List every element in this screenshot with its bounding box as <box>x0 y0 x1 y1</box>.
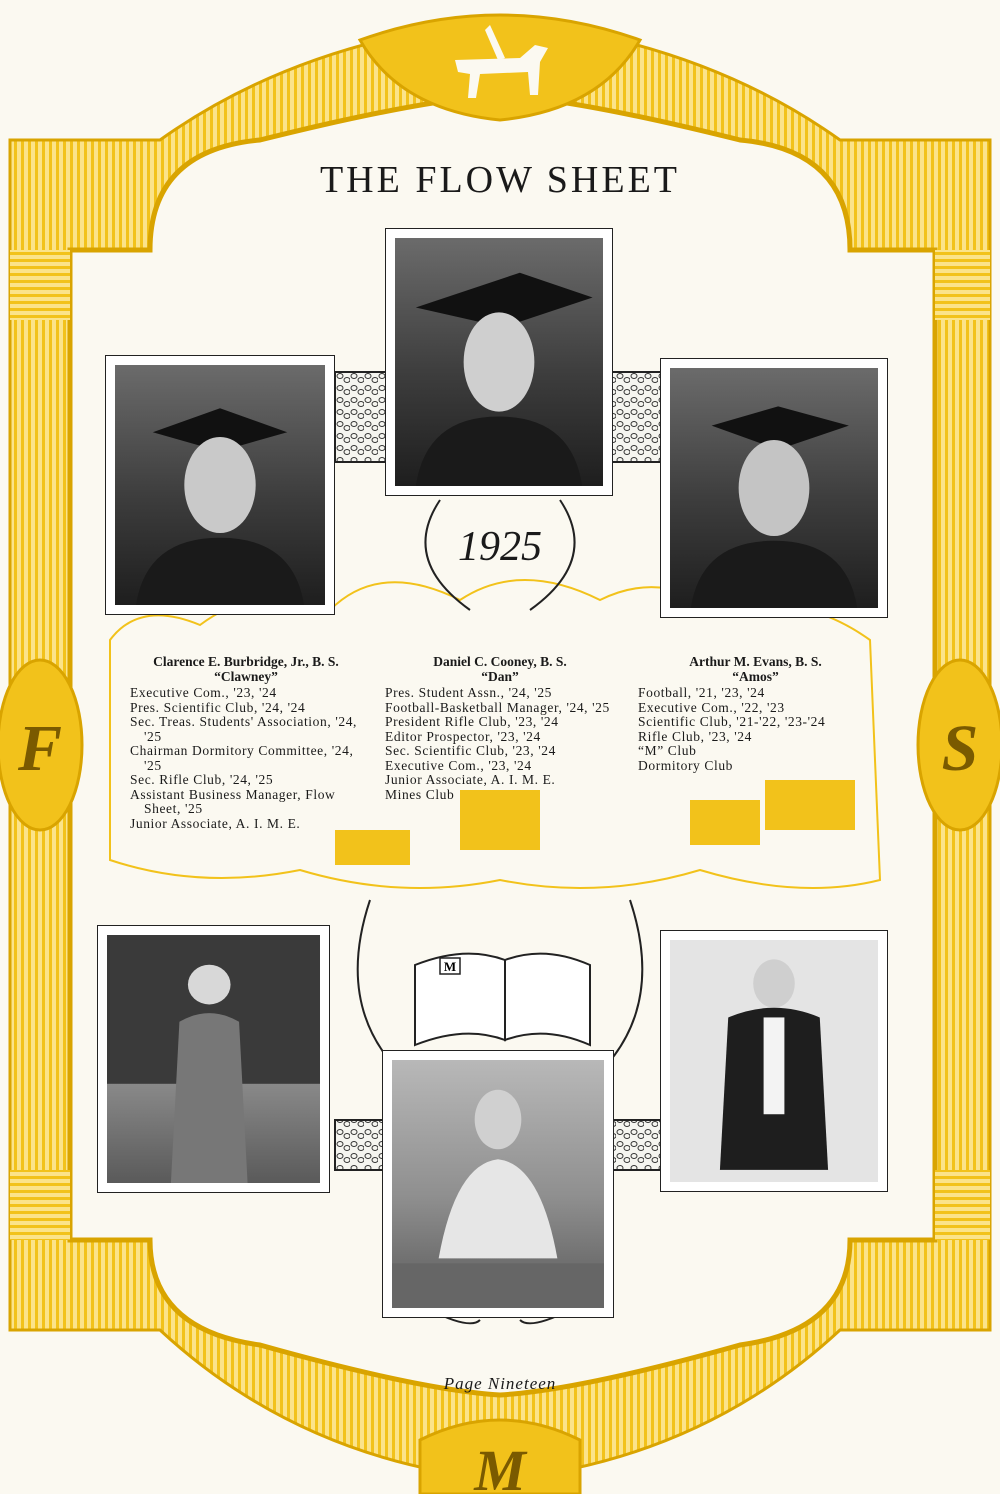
year-emblem: 1925 <box>458 524 542 570</box>
corner-band-tr <box>935 250 990 320</box>
snapshot-figure <box>107 935 320 1183</box>
activities-list <box>638 686 873 773</box>
activity-item: Sec. Scientific Club, '23, '24 <box>385 743 556 758</box>
senior-nickname: “Clawney” <box>214 668 278 684</box>
snapshot-figure <box>670 940 878 1182</box>
page-title: THE FLOW SHEET <box>319 159 681 201</box>
page-number: Page Nineteen <box>443 1374 557 1393</box>
senior-nickname: “Amos” <box>732 668 779 684</box>
monogram-left: F <box>17 712 63 785</box>
corner-band-br <box>935 1170 990 1240</box>
open-book-icon <box>415 954 590 1045</box>
activity-item: Chairman Dormitory Committee, '24, '25 <box>130 743 354 773</box>
portrait-figure <box>395 238 603 486</box>
activity-item: Sec. Treas. Students' Association, '24, '25 <box>130 714 358 744</box>
senior-nickname: “Dan” <box>481 668 519 684</box>
activity-item: Assistant Business Manager, Flow Sheet, '25 <box>130 786 336 816</box>
activity-item: Junior Associate, A. I. M. E. <box>130 815 301 831</box>
activity-item: “M” Club <box>638 743 697 758</box>
portrait-figure <box>115 365 325 605</box>
senior-name: Daniel C. Cooney, B. S. <box>433 654 567 669</box>
book-letter: M <box>443 959 457 974</box>
senior-name: Clarence E. Burbridge, Jr., B. S. <box>153 654 339 669</box>
snapshot-figure <box>392 1060 604 1308</box>
bio-cooney <box>385 655 615 802</box>
activity-item: Pres. Student Assn., '24, '25 <box>385 685 553 700</box>
portrait-evans <box>660 358 888 618</box>
senior-name: Arthur M. Evans, B. S. <box>689 654 822 669</box>
monogram-right: S <box>941 712 979 785</box>
activity-item: Sec. Rifle Club, '24, '25 <box>130 772 274 787</box>
activity-item: Executive Com., '23, '24 <box>385 757 532 773</box>
activity-item: Executive Com., '23, '24 <box>130 685 277 700</box>
activity-item: Pres. Scientific Club, '24, '24 <box>130 699 306 715</box>
activity-item: President Rifle Club, '23, '24 <box>385 714 559 729</box>
activity-item: Football-Basketball Manager, '24, '25 <box>385 699 610 715</box>
portrait-figure <box>670 368 878 608</box>
activity-item: Editor Prospector, '23, '24 <box>385 728 541 744</box>
snapshot-burbridge <box>97 925 330 1193</box>
activities-list <box>130 686 362 831</box>
corner-band-bl <box>10 1170 70 1240</box>
activity-item: Executive Com., '22, '23 <box>638 699 785 715</box>
snapshot-evans <box>660 930 888 1192</box>
activities-list <box>385 686 615 802</box>
bio-evans <box>638 655 873 773</box>
bio-burbridge <box>130 655 362 831</box>
activity-item: Dormitory Club <box>638 757 734 773</box>
activity-item: Mines Club <box>385 786 455 802</box>
monogram-bottom: M <box>474 1438 526 1494</box>
portrait-burbridge <box>105 355 335 615</box>
activity-item: Junior Associate, A. I. M. E. <box>385 772 556 787</box>
portrait-cooney <box>385 228 613 496</box>
snapshot-cooney <box>382 1050 614 1318</box>
activity-item: Scientific Club, '21-'22, '23-'24 <box>638 714 826 729</box>
activity-item: Rifle Club, '23, '24 <box>638 728 752 744</box>
corner-band-tl <box>10 250 70 320</box>
activity-item: Football, '21, '23, '24 <box>638 685 765 700</box>
